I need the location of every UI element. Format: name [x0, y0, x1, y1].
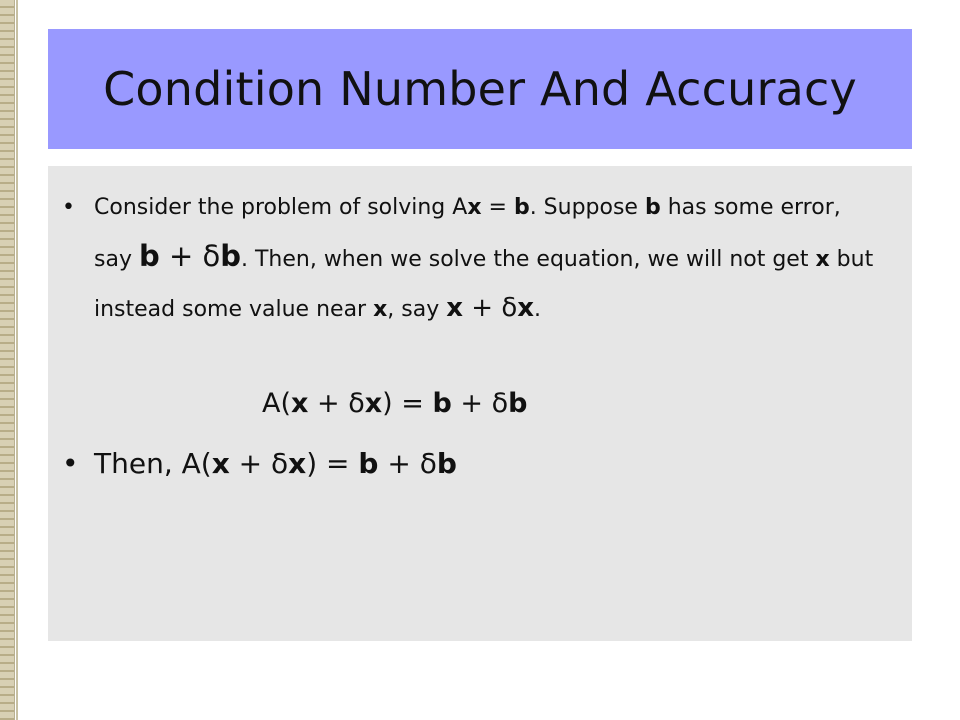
math-var-x: x — [446, 293, 464, 323]
bullet-item-problem — [62, 184, 874, 334]
math-var-b: b — [436, 447, 457, 480]
math-var-b: b — [432, 388, 452, 419]
bullet-1-text — [94, 195, 873, 322]
content-area — [48, 166, 912, 641]
bullet-marker: • — [62, 447, 79, 480]
text-run: . Suppose — [529, 195, 645, 220]
bullet-marker: • — [62, 195, 75, 220]
math-var-b: b — [508, 388, 528, 419]
math-var-x: x — [517, 293, 535, 323]
text-run: Then, A( — [94, 447, 212, 480]
math-var-x: x — [467, 195, 482, 220]
math-var-x: x — [815, 247, 830, 272]
title-banner — [48, 29, 912, 149]
bullet-2-text — [94, 447, 457, 480]
math-var-x: x — [288, 447, 307, 480]
equation-line — [262, 384, 527, 424]
text-run: , say — [387, 297, 447, 322]
text-run: ) = — [382, 388, 433, 419]
text-run: has some error, say — [94, 195, 841, 272]
text-run: + δ — [229, 447, 289, 480]
slide-title: Condition Number And Accuracy — [103, 62, 857, 116]
text-run: Consider the problem of solving A — [94, 195, 468, 220]
text-run: . — [534, 297, 542, 322]
text-run: + δ — [308, 388, 365, 419]
text-run: but instead some value near — [94, 247, 874, 322]
math-var-x: x — [291, 388, 309, 419]
decorative-edge-line — [16, 0, 18, 720]
math-var-x: x — [211, 447, 230, 480]
text-run: + δ — [159, 239, 221, 273]
math-var-b: b — [220, 239, 241, 273]
text-run: ) = — [306, 447, 359, 480]
math-var-b: b — [513, 195, 530, 220]
decorative-edge-strip — [0, 0, 15, 720]
text-run: = — [481, 195, 514, 220]
math-var-x: x — [364, 388, 383, 419]
bullet-item-then — [62, 444, 854, 484]
math-var-b: b — [138, 239, 160, 273]
math-var-x: x — [373, 297, 388, 322]
text-run: + δ — [451, 388, 509, 419]
text-run: A( — [262, 388, 292, 419]
math-var-b: b — [644, 195, 661, 220]
text-run: + δ — [463, 293, 518, 323]
text-run: . Then, when we solve the equation, we will not get — [240, 247, 816, 272]
text-run: + δ — [378, 447, 437, 480]
math-var-b: b — [358, 447, 379, 480]
